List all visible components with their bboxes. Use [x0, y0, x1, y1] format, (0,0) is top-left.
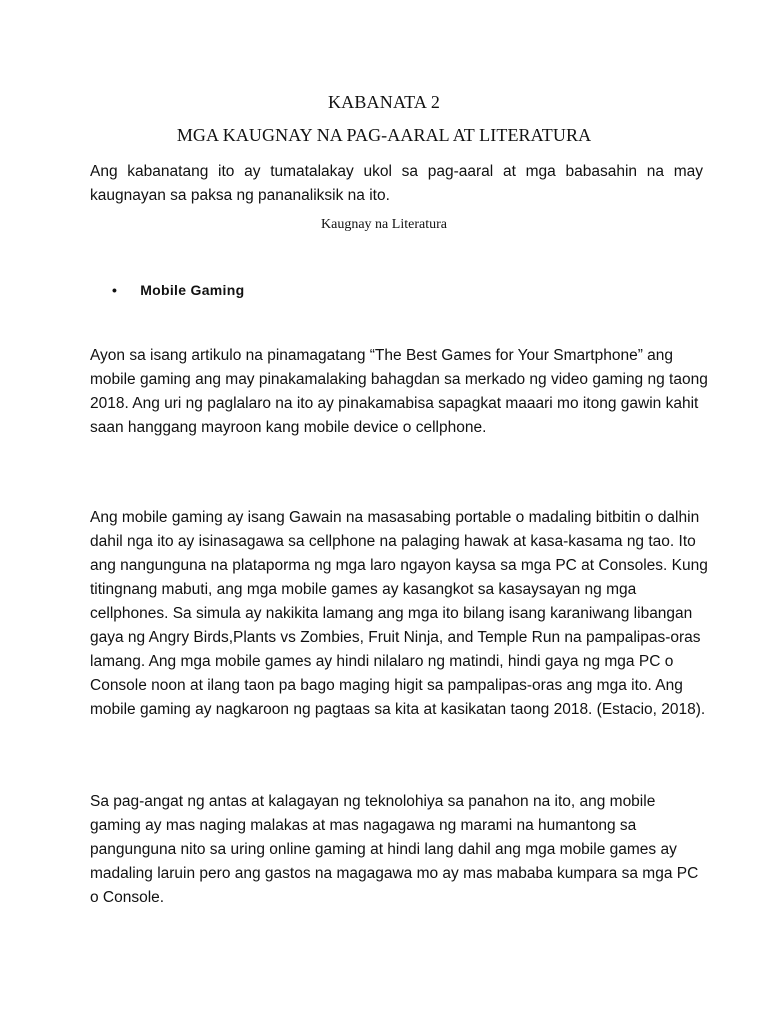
body-paragraph-3: Sa pag-angat ng antas at kalagayan ng teknolohiya sa panahon na ito, ang mobile gaming ay mas naging malakas at mas nagagawa ng marami na humantong sa pangunguna nito sa uring online gaming at hindi lang dahil ang mga mobile games ay madaling laruin pero ang gastos na magagawa mo ay mas mababa kumpara sa mga PC o Console. — [90, 793, 699, 906]
bullet-heading: Mobile Gaming — [140, 282, 245, 298]
chapter-heading: KABANATA 2 — [327, 92, 441, 112]
body-paragraph-2: Ang mobile gaming ay isang Gawain na masasabing portable o madaling bitbitin o dalhin dahil nga ito ay isinasagawa sa cellphone na palaging hawak at kasa-kasama ng tao. Ito ang nangunguna na plataporma ng mga laro ngayon kaysa sa mga PC at Consoles. Kung titingnang mabuti, ang mga mobile games ay kasangkot sa kasaysayan ng mga cellphones. Sa simula ay nakikita lamang ang mga ito bilang isang karaniwang libangan gaya ng Angry Birds,Plants vs Zombies, Fruit Ninja, and Temple Run na pampalipas-oras lamang. Ang mga mobile games ay hindi nilalaro ng matindi, hindi gaya ng mga PC o Console noon at ilang taon pa bago maging higit sa pampalipas-oras ang mga ito. Ang mobile gaming ay nagkaroon ng pagtaas sa kita at kasikatan taong 2018. (Estacio, 2018). — [90, 509, 708, 718]
chapter-title: MGA KAUGNAY NA PAG-AARAL AT LITERATURA — [176, 125, 592, 145]
body-paragraph-1: Ayon sa isang artikulo na pinamagatang “The Best Games for Your Smartphone” ang mobile gaming ang may pinakamalaking bahagdan sa merkado ng video gaming ng taong 2018. Ang uri ng paglalaro na ito ay pinakamabisa sapagkat maaari mo itong gawin kahit saan hanggang mayroon kang mobile device o cellphone. — [90, 347, 708, 436]
bullet-item — [112, 282, 244, 298]
bullet-icon: • — [112, 282, 118, 298]
section-heading: Kaugnay na Literatura — [321, 217, 447, 232]
intro-paragraph: Ang kabanatang ito ay tumatalakay ukol sa pag-aaral at mga babasahin na may kaugnayan sa paksa ng pananaliksik na ito. — [90, 163, 703, 204]
